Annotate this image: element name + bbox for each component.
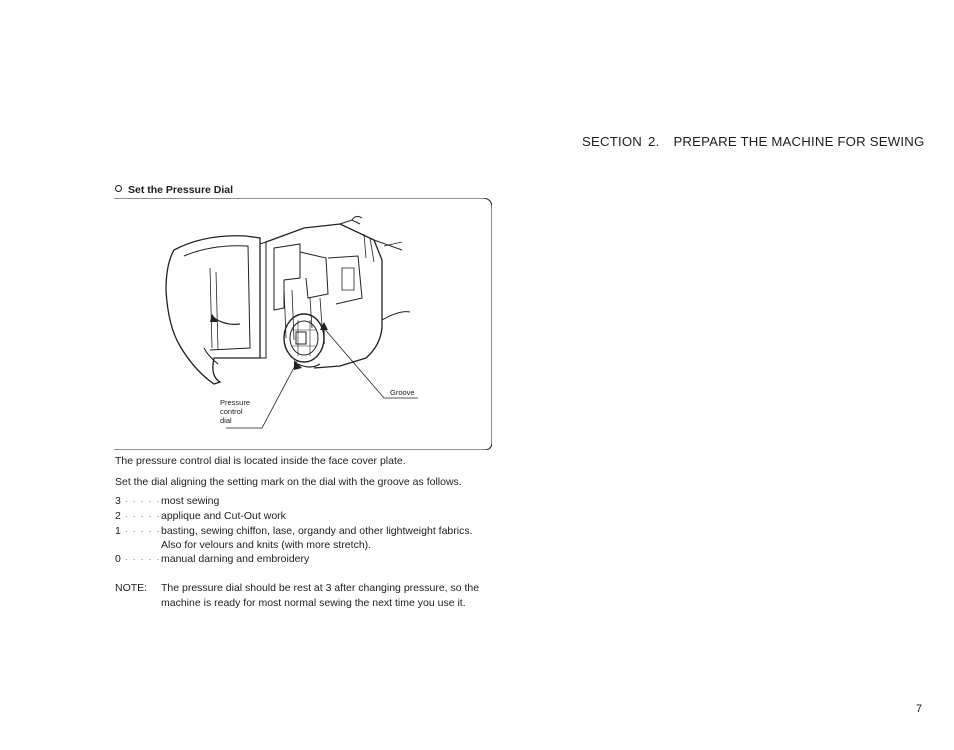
pressure-label-line2: control — [220, 407, 243, 416]
setting-dots: · · · · · — [125, 512, 161, 521]
setting-description: manual darning and embroidery — [161, 553, 310, 565]
setting-description: applique and Cut-Out work — [161, 510, 286, 522]
paragraph-location: The pressure control dial is located inside the face cover plate. — [115, 455, 406, 467]
note-label: NOTE: — [115, 582, 148, 594]
setting-row-3 — [115, 495, 219, 507]
note-line-2: machine is ready for most normal sewing the next time you use it. — [161, 597, 466, 609]
setting-value: 2 — [115, 510, 121, 522]
pressure-control-dial-label — [220, 398, 250, 425]
section-header — [582, 134, 924, 149]
setting-description: most sewing — [161, 495, 220, 507]
setting-description: basting, sewing chiffon, lase, organdy and other lightweight fabrics. — [161, 525, 473, 537]
setting-value: 3 — [115, 495, 121, 507]
pressure-label-line1: Pressure — [220, 398, 251, 407]
setting-dots: · · · · · · — [125, 527, 169, 536]
setting-row-1 — [115, 525, 473, 537]
note-line-1: The pressure dial should be rest at 3 after changing pressure, so the — [161, 582, 480, 594]
setting-row-0 — [115, 553, 309, 565]
section-number: 2. — [648, 134, 660, 149]
sewing-machine-illustration — [114, 198, 492, 450]
page-number: 7 — [916, 703, 923, 715]
setting-value: 1 — [115, 525, 121, 537]
figure-illustration — [114, 198, 492, 450]
setting-dots: · · · · · — [125, 555, 161, 564]
paragraph-instructions: Set the dial aligning the setting mark on the dial with the groove as follows. — [115, 476, 462, 488]
pressure-label-line3: dial — [220, 416, 232, 425]
setting-dots: · · · · · — [125, 497, 161, 506]
setting-1-continuation: Also for velours and knits (with more stretch). — [161, 539, 372, 551]
section-title: PREPARE THE MACHINE FOR SEWING — [673, 134, 925, 149]
setting-value: 0 — [115, 553, 121, 565]
section-label: SECTION — [582, 134, 643, 149]
setting-row-2 — [115, 510, 286, 522]
subheading-text: Set the Pressure Dial — [128, 184, 234, 196]
groove-label: Groove — [390, 388, 415, 397]
bullet-icon — [115, 185, 122, 192]
subheading — [115, 184, 233, 196]
